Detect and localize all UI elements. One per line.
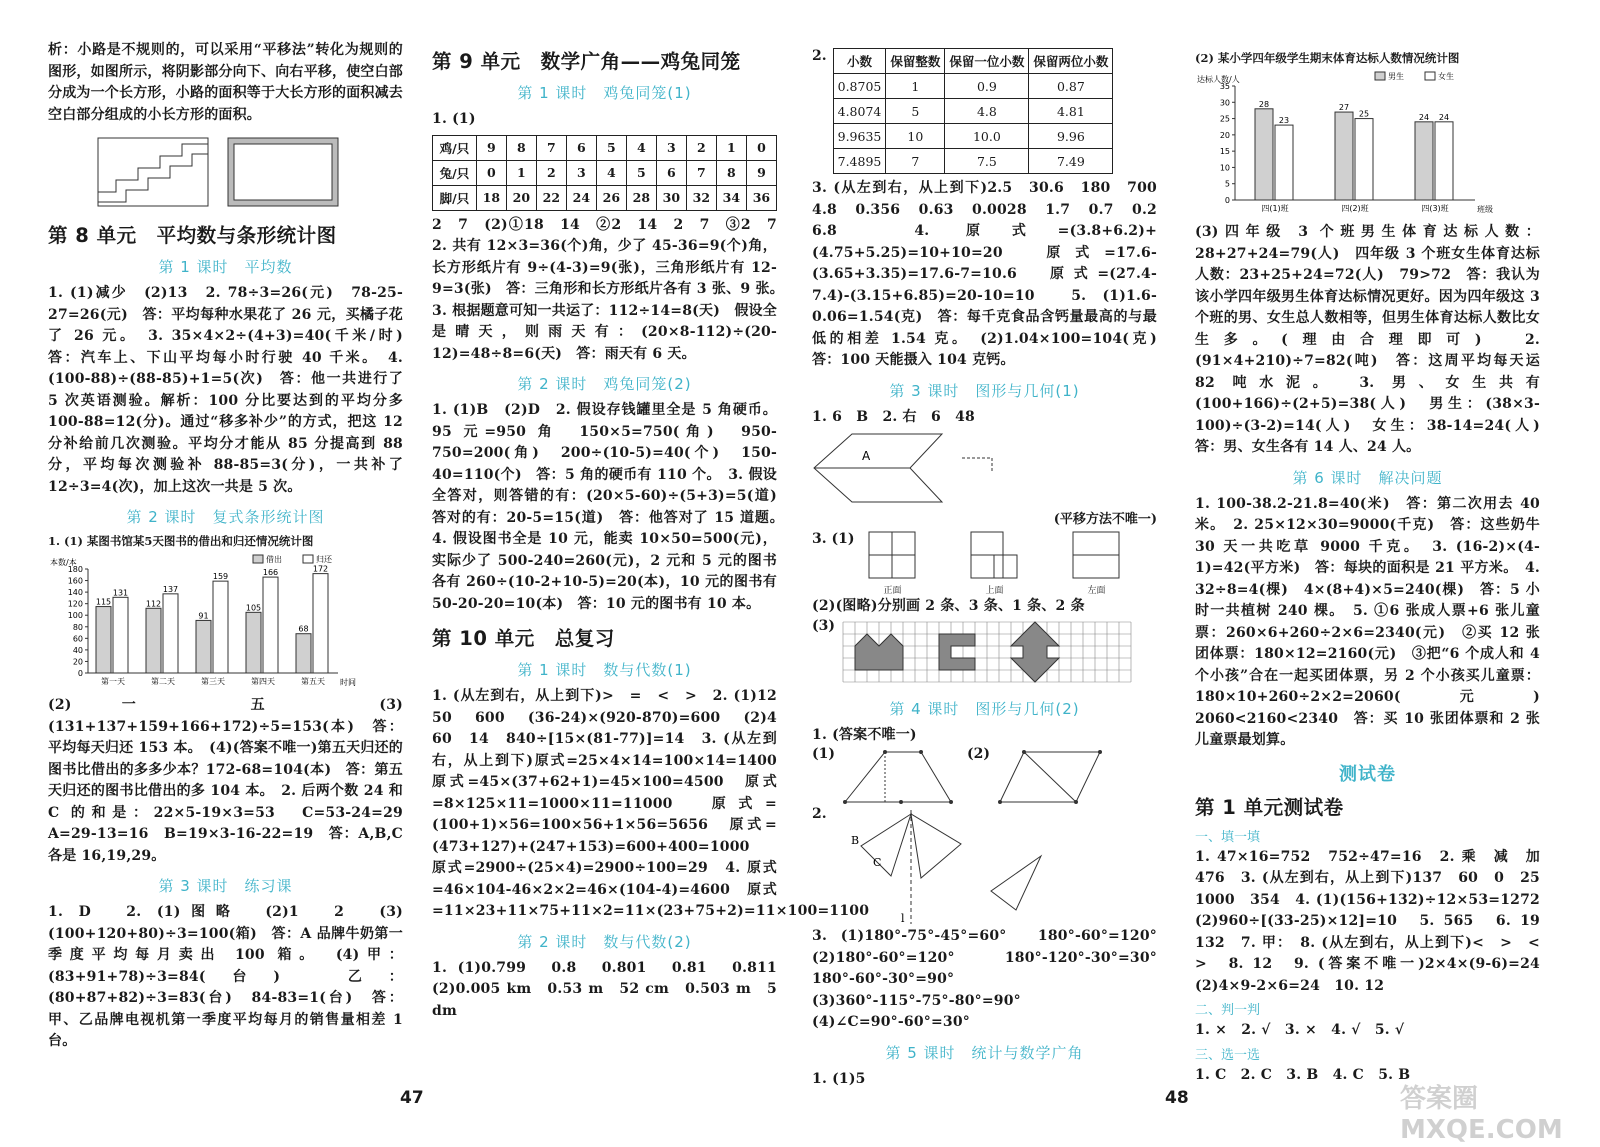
watermark: 答案圈 MXQE.COM: [1400, 1084, 1563, 1145]
table-cell: 2: [686, 135, 716, 160]
category-label: 第五天: [301, 677, 325, 686]
bar: [1355, 119, 1373, 200]
y-tick-label: 0: [77, 669, 83, 678]
question-label: 3. (1): [812, 531, 855, 547]
bar: [296, 634, 311, 673]
lesson-heading: 第 5 课时 统计与数学广角: [885, 1043, 1084, 1062]
bar: [1435, 122, 1453, 200]
legend-label: 男生: [1388, 72, 1404, 81]
table-cell: 6: [566, 135, 596, 160]
table-cell: 1: [506, 160, 536, 185]
page-number-left: 47: [400, 1088, 424, 1108]
table-cell: 22: [536, 185, 566, 210]
triangle-rotation-figure: [831, 806, 1151, 926]
bar-value-label: 68: [298, 624, 309, 634]
grid-shape: [1011, 622, 1059, 682]
y-tick-label: 120: [67, 599, 83, 609]
parallelogram-figure: [996, 746, 1116, 806]
page-number-right: 48: [1165, 1088, 1189, 1108]
table-header-row: [833, 49, 1113, 74]
bar: [146, 608, 161, 673]
shift-note: (平移方法不唯一): [1053, 512, 1157, 527]
table-cell: 6: [656, 160, 686, 185]
rounding-table: [833, 48, 1114, 174]
table-cell: 4: [626, 135, 656, 160]
bar: [1415, 122, 1433, 200]
table-cell: 36: [746, 185, 776, 210]
test-heading: 测试卷: [1339, 763, 1396, 785]
bar-value-label: 112: [145, 599, 162, 609]
table-cell: 2: [536, 160, 566, 185]
row-header: 鸡/只: [433, 135, 477, 160]
table-cell: 9: [476, 135, 506, 160]
column-1: [48, 40, 418, 1053]
table-row: [833, 124, 1113, 149]
table-row: [433, 160, 777, 185]
unit10-heading: 第 10 单元 总复习: [432, 627, 615, 650]
legend-swatch: [1375, 72, 1385, 80]
lesson-heading: 第 1 课时 鸡兔同笼(1): [517, 84, 692, 102]
table-cell: 4: [596, 160, 626, 185]
answer-text: (3)四年级 3 个班男生体育达标人数：28+27+24=79(人) 四年级 3 个班女生体育达标人数：23+25+24=72(人) 79>72 答：我认为该小学四年级男生体育达标情况更好。因为四年级这 3 个班的男、女生总人数相等，但男生体育达标人数比女生多。(理由合理即可) 2. (91×4+210)÷7=82(吨) 答：这周平均每天运 82 吨水泥。 3. 男、女生共有(100+166)÷(2+5)=38(人) 男生：(38×3-100)÷(3-2)=14(人) 女生：38-14=24(人) 答：男、女生各有 14 人、24 人。: [1195, 224, 1555, 455]
table-cell: 3: [656, 135, 686, 160]
bar-value-label: 23: [1278, 116, 1290, 126]
table-cell: 4.81: [1029, 99, 1113, 124]
y-tick-label: 35: [1219, 82, 1230, 91]
table-cell: 7: [686, 160, 716, 185]
y-axis-label: 本数/本: [50, 558, 77, 567]
table-cell: 0: [476, 160, 506, 185]
section-label: 三、选一选: [1195, 1047, 1261, 1063]
point-c: C: [872, 856, 882, 869]
category-label: 第一天: [101, 677, 125, 686]
unit8-heading: 第 8 单元 平均数与条形统计图: [48, 224, 337, 247]
answer-text: 1. (1)5: [812, 1070, 866, 1087]
column-header: 保留整数: [886, 49, 945, 74]
table-cell: 5: [886, 99, 945, 124]
bar-value-label: 24: [1438, 112, 1450, 122]
table-cell: 32: [686, 185, 716, 210]
chicken-rabbit-table: [432, 135, 777, 211]
answer-text: 1. (1)减少 (2)13 2. 78÷3=26(元) 78-25-27=26(元) 答：平均每种水果花了 26 元，买橘子花了 26 元。 3. 35×4×2÷(4+3)=40(千米/时) 答：汽车上、下山平均每小时行驶 40 千米。 4. (100-88)÷(88-85)+1=5(次) 答：他一共进行了 5 次英语测验。解析：100 分比要达到的平均分多 100-88=12(分)。通过“移多补少”的方式，把这 12 分补给前几次测验。平均分才能从 85 分提高到 88 分，平均每次测验补 88-85=3(分)，一共补了 12÷3=4(次)，加上这次一共是 5 次。: [48, 285, 418, 495]
table-cell: 9.96: [1029, 124, 1113, 149]
legend-label: 借出: [266, 555, 282, 564]
table-cell: 3: [566, 160, 596, 185]
line-l: l: [900, 912, 905, 925]
section-label: 二、判一判: [1195, 1003, 1261, 1018]
bar: [113, 597, 128, 673]
row-header: 脚/只: [433, 185, 477, 210]
bar: [213, 581, 228, 673]
fitness-bar-chart: [1195, 68, 1505, 218]
bar-value-label: 166: [262, 568, 279, 578]
test1-heading: 第 1 单元测试卷: [1195, 795, 1344, 819]
point-b: B: [850, 834, 859, 847]
bar-value-label: 91: [198, 611, 209, 621]
legend-swatch: [303, 555, 313, 563]
table-cell: 24: [566, 185, 596, 210]
bar: [1255, 109, 1273, 200]
y-tick-label: 80: [72, 622, 83, 632]
table-row: [833, 149, 1113, 174]
column-3: [812, 48, 1172, 1090]
table-cell: 26: [596, 185, 626, 210]
answer-text: 3. (从左到右，从上到下)2.5 30.6 180 700 4.8 0.356 0.63 0.0028 1.7 0.7 0.2 6.8 4. 原式=(3.8+6.2)+(4.75+5.25)=10+10=20 原式=17.6-(3.65+3.35)=17.6-7=10.6 原式=(27.4-7.4)-(3.15+6.85)=20-10=10 5. (1)1.6-0.06=1.54(克) 答：每千克食品含钙量最高的与最低的相差 1.54 克。 (2)1.04×100=104(克) 答：100 天能摄入 104 克钙。: [812, 180, 1172, 368]
section-label: 一、填一填: [1195, 829, 1261, 845]
figure-label: A: [862, 449, 871, 463]
table-cell: 0.9: [945, 74, 1029, 99]
y-tick-label: 20: [72, 657, 83, 667]
answer-text: 1. 100-38.2-21.8=40(米) 答：第二次用去 40 米。 2. 25×12×30=9000(千克) 答：这些奶牛 30 天一共吃草 9000 千克。 3. (16-2)×(4-1)=42(平方米) 答：每块的面积是 21 平方米。 4. 32÷8=4(棵) 4×(8+4)×5=240(棵) 答：5 小时一共植树 240 棵。 5. ①6 张成人票+6 张儿童票：260×6+260÷2×6=2340(元) ②买 12 张团体票：180×12=2160(元) ③把“6 个成人和 4 个小孩”合在一起买团体票，另 2 个小孩买儿童票：180×10+260÷2×2=2060(元) 2060<2160<2340 答：买 10 张团体票和 2 张儿童票最划算。: [1195, 495, 1555, 748]
answer-text: 1. D 2. (1)图略 (2)1 2 (3)(100+120+80)÷3=100(箱) 答：A 品牌牛奶第一季度平均每月卖出 100 箱。 (4)甲：(83+91+78)÷3=84(台) 乙：(80+87+82)÷3=83(台) 84-83=1(台) 答：甲、乙品牌电视机第一季度平均每月的销售量相差 1 台。: [48, 904, 403, 1049]
y-tick-label: 10: [1219, 163, 1230, 173]
table-cell: 7.4895: [833, 149, 886, 174]
y-tick-label: 60: [72, 634, 83, 644]
category-label: 第二天: [151, 677, 175, 686]
legend-swatch: [253, 555, 263, 563]
bar-value-label: 137: [162, 584, 179, 594]
table-cell: 5: [596, 135, 626, 160]
y-tick-label: 15: [1219, 147, 1230, 157]
table-cell: 8: [716, 160, 746, 185]
answer-text: 1. (1)0.799 0.8 0.801 0.81 0.811 (2)0.005 km 0.53 m 52 cm 0.503 m 5 dm: [432, 959, 792, 1019]
column-header: 保留两位小数: [1029, 49, 1113, 74]
answer-text: 3. (1)180°-75°-45°=60° 180°-60°=120° (2)180°-60°=120° 180°-120°-30°=30° 180°-60°-30°=90° (3)360°-115°-75°-80°=90° (4)∠C=90°-60°=30°: [812, 928, 1172, 1030]
table-row: [433, 185, 777, 210]
bar-value-label: 105: [245, 603, 262, 613]
table-cell: 7: [536, 135, 566, 160]
y-tick-label: 40: [72, 645, 83, 655]
bar: [263, 577, 278, 673]
lesson-heading: 第 1 课时 数与代数(1): [517, 661, 692, 679]
y-tick-label: 0: [1224, 196, 1230, 205]
path-diagram: [88, 132, 388, 212]
lesson-heading: 第 3 课时 图形与几何(1): [889, 381, 1080, 400]
bar-value-label: 25: [1358, 109, 1370, 119]
y-tick-label: 20: [1219, 130, 1230, 140]
table-cell: 28: [626, 185, 656, 210]
table-cell: 10.0: [945, 124, 1029, 149]
analysis-text: 析：小路是不规则的，可以采用“平移法”转化为规则的图形，如图所示，将阴影部分向下、向右平移，使空白部分成为一个长方形，小路的面积等于大长方形的面积减去空白部分组成的小长方形的面积。: [48, 42, 403, 123]
answer-text: 1. 47×16=752 752÷47=16 2. 乘 减 加 476 3. (从左到右，从上到下)137 60 0 25 1000 354 4. (1)(156+132)÷12×53=1272 (2)960÷[(33-25)×12]=10 5. 565 6. 19 132 7. 甲： 8. (从左到右，从上到下)< > < > 8. 12 9. (答案不唯一)2×4×(9-6)=24 (2)4×9-2×6=24 10. 12: [1195, 848, 1555, 994]
table-cell: 1: [716, 135, 746, 160]
symmetry-grid-figure: [839, 618, 1139, 690]
row-header: 兔/只: [433, 160, 477, 185]
y-tick-label: 180: [67, 565, 83, 574]
bar: [196, 620, 211, 673]
answer-text: (2)(图略)分别画 2 条、3 条、1 条、2 条: [812, 598, 1085, 614]
arrow-shape-figure: [812, 428, 1152, 508]
y-tick-label: 100: [67, 611, 83, 621]
category-label: 第三天: [201, 677, 225, 686]
column-header: 保留一位小数: [945, 49, 1029, 74]
table-cell: 10: [886, 124, 945, 149]
table-cell: 4.8074: [833, 99, 886, 124]
unit9-heading: 第 9 单元 数学广角——鸡兔同笼: [432, 50, 741, 73]
table-cell: 20: [506, 185, 536, 210]
legend-label: 归还: [316, 555, 332, 564]
table-row: [833, 99, 1113, 124]
grid-shape: [939, 634, 975, 670]
table-row: [833, 74, 1113, 99]
answer-text: 1. 6 B 2. 右 6 48: [812, 408, 975, 425]
answer-text: 1. (1)B (2)D 2. 假设存钱罐里全是 5 角硬币。95 元=950 角 150×5=750(角) 950-750=200(角) 200÷(10-5)=40(个) 150-40=110(个) 答：5 角的硬币有 110 个。 3. 假设全答对，则答错的有：(20×5-60)÷(5+3)=5(道) 答对的有：20-5=15(道) 答：他答对了 15 道题。 4. 假设图书全是 10 元，能卖 10×50=500(元)，实际少了 500-240=260(元)，2 元和 5 元的图书各有 260÷(10-2+10-5)=20(本)，10 元的图书有 50-20-20=10(本) 答：10 元的图书有 10 本。: [432, 402, 792, 612]
lesson-heading: 第 2 课时 数与代数(2): [517, 932, 692, 951]
table-cell: 0: [746, 135, 776, 160]
lesson-heading: 第 3 课时 练习课: [158, 877, 293, 895]
view-top: 上面: [970, 531, 1018, 596]
legend-swatch: [1425, 72, 1435, 80]
x-axis-label: 时间: [340, 678, 356, 687]
answer-text: 2 7 (2)①18 14 ②2 14 2 7 ③2 7 2. 共有 12×3=36(个)角，少了 45-36=9(个)角，长方形纸片有 9÷(4-3)=9(张)，三角形纸片有 12-9=3(张) 答：三角形和长方形纸片各有 3 张、9 张。 3. 根据题意可知一共运了：112÷14=8(天) 假设全是晴天，则雨天有：(20×8-112)÷(20-12)=48÷8=6(天) 答：雨天有 6 天。: [432, 216, 792, 362]
column-header: 小数: [833, 49, 886, 74]
question-label: 1. (答案不唯一): [812, 726, 917, 743]
lesson-heading: 第 4 课时 图形与几何(2): [889, 699, 1080, 718]
y-tick-label: 160: [67, 576, 83, 586]
answer-text: (2)一 五 (3)(131+137+159+166+172)÷5=153(本) 答：平均每天归还 153 本。 (4)(答案不唯一)第五天归还的图书比借出的多多少本？172-68=104(本) 答：第五天归还的图书比借出的多 104 本。 2. 后两个数 24 和 C 的和是：22×5-19×3=53 C=53-24=29 A=29-13=16 B=19×3-16-22=19 答：A,B,C 各是 16,19,29。: [48, 697, 418, 864]
view-front: 正面: [868, 531, 916, 596]
bar-value-label: 28: [1258, 99, 1270, 109]
y-axis-label: 达标人数/人: [1197, 75, 1240, 84]
category-label: 四(2)班: [1341, 204, 1369, 213]
bar-value-label: 172: [312, 564, 329, 574]
question-label: 1. (1): [432, 111, 476, 127]
category-label: 四(3)班: [1421, 204, 1449, 213]
chart2-title: (2) 某小学四年级学生期末体育达标人数情况统计图: [1195, 51, 1460, 65]
view-left: 左面: [1072, 531, 1120, 596]
question-label: (3): [812, 617, 835, 634]
lesson-heading: 第 2 课时 复式条形统计图: [126, 508, 325, 526]
legend-label: 女生: [1438, 72, 1454, 81]
chart1-title: 1. (1) 某图书馆某5天图书的借出和归还情况统计图: [48, 534, 314, 548]
bar-value-label: 24: [1418, 112, 1430, 122]
table-cell: 18: [476, 185, 506, 210]
table-cell: 9: [746, 160, 776, 185]
lesson-heading: 第 6 课时 解决问题: [1292, 468, 1443, 487]
table-cell: 8: [506, 135, 536, 160]
bar-value-label: 115: [95, 597, 112, 607]
library-bar-chart: [48, 551, 368, 691]
table-cell: 4.8: [945, 99, 1029, 124]
table-cell: 7.5: [945, 149, 1029, 174]
question-label: 2.: [812, 48, 827, 64]
table-cell: 0.8705: [833, 74, 886, 99]
table-cell: 5: [626, 160, 656, 185]
bar: [96, 607, 111, 673]
bar-value-label: 131: [112, 588, 129, 598]
bar-value-label: 27: [1338, 103, 1350, 113]
y-tick-label: 140: [67, 588, 83, 598]
bar-value-label: 159: [212, 572, 229, 582]
bar: [1335, 112, 1353, 200]
answer-text: 1. C 2. C 3. B 4. C 5. B: [1195, 1066, 1411, 1083]
answer-text: 1. × 2. √ 3. × 4. √ 5. √: [1195, 1022, 1405, 1038]
sub-label: (1): [812, 746, 835, 762]
table-cell: 9.9635: [833, 124, 886, 149]
category-label: 第四天: [251, 677, 275, 686]
bar: [1275, 125, 1293, 200]
table-cell: 0.87: [1029, 74, 1113, 99]
bar: [163, 594, 178, 673]
lesson-heading: 第 1 课时 平均数: [158, 258, 293, 276]
answer-text: 1. (从左到右，从上到下)> = < > 2. (1)12 50 600 (36-24)×(920-870)=600 (2)4 60 14 840÷[15×(81-77)]=14 3. (从左到右，从上到下)原式=25×4×14=100×14=1400 原式=45×(37+62+1)=45×100=4500 原式=8×125×11=1000×11=11000 原式=(100+1)×56=100×56+1×56=5656 原式=(473+127)+(247+153)=600+400=1000 原式=2900÷(25×4)=2900÷100=29 4. 原式=46×104-46×2×2=46×(104-4)=4600 原式=11×23+11×75+11×2=11×(23+75+2)=11×100=1100: [432, 688, 870, 919]
table-cell: 34: [716, 185, 746, 210]
sub-label: (2): [967, 746, 990, 762]
y-tick-label: 5: [1224, 179, 1230, 189]
trapezoid-figure: [841, 746, 961, 806]
question-label: 2.: [812, 806, 827, 822]
y-tick-label: 30: [1219, 98, 1230, 108]
table-cell: 1: [886, 74, 945, 99]
table-cell: 7.49: [1029, 149, 1113, 174]
table-cell: 30: [656, 185, 686, 210]
table-row: [433, 135, 777, 160]
table-cell: 7: [886, 149, 945, 174]
y-tick-label: 25: [1219, 114, 1230, 124]
bar: [246, 612, 261, 673]
x-axis-label: 班级: [1477, 205, 1493, 214]
column-4: [1195, 48, 1555, 1086]
category-label: 四(1)班: [1261, 204, 1289, 213]
bar: [313, 574, 328, 673]
lesson-heading: 第 2 课时 鸡兔同笼(2): [517, 375, 692, 393]
